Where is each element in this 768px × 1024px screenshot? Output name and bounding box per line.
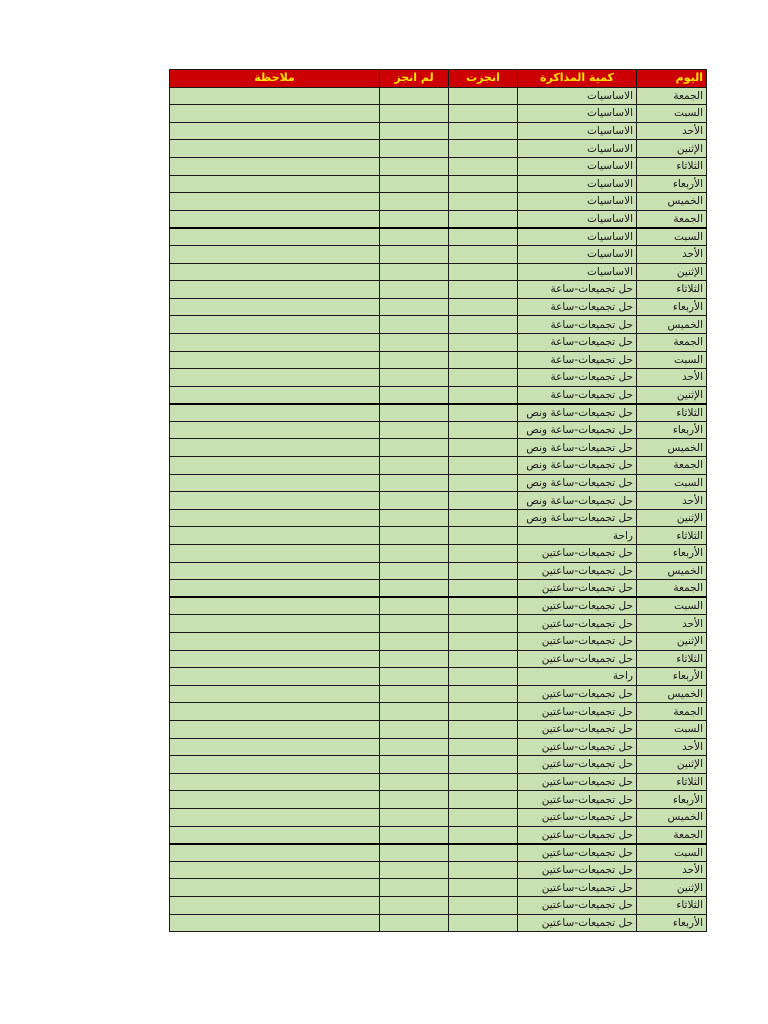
not-done-cell[interactable]	[380, 87, 449, 105]
study-amount-cell: حل تجميعات-ساعة ونص	[518, 492, 637, 510]
table-row	[170, 492, 707, 510]
note-cell[interactable]	[170, 175, 380, 193]
study-amount-cell: حل تجميعات-ساعتين	[518, 773, 637, 791]
done-cell[interactable]	[449, 333, 518, 351]
note-cell[interactable]	[170, 896, 380, 914]
note-cell[interactable]	[170, 351, 380, 369]
note-cell[interactable]	[170, 580, 380, 598]
day-cell: السبت	[637, 720, 707, 738]
done-cell[interactable]	[449, 509, 518, 527]
note-cell[interactable]	[170, 914, 380, 932]
done-cell[interactable]	[449, 685, 518, 703]
study-amount-cell: حل تجميعات-ساعة ونص	[518, 404, 637, 422]
not-done-cell[interactable]	[380, 175, 449, 193]
note-cell[interactable]	[170, 474, 380, 492]
table-row	[170, 527, 707, 545]
study-amount-cell: حل تجميعات-ساعتين	[518, 879, 637, 897]
not-done-cell[interactable]	[380, 844, 449, 862]
day-cell: الجمعة	[637, 87, 707, 105]
study-amount-cell: حل تجميعات-ساعة ونص	[518, 509, 637, 527]
day-cell: الخميس	[637, 562, 707, 580]
done-cell[interactable]	[449, 263, 518, 281]
note-cell[interactable]	[170, 157, 380, 175]
done-cell[interactable]	[449, 879, 518, 897]
study-amount-cell: حل تجميعات-ساعتين	[518, 703, 637, 721]
note-cell[interactable]	[170, 703, 380, 721]
not-done-cell[interactable]	[380, 122, 449, 140]
study-amount-cell: الاساسيات	[518, 263, 637, 281]
study-amount-cell: الاساسيات	[518, 140, 637, 158]
not-done-cell[interactable]	[380, 457, 449, 475]
not-done-cell[interactable]	[380, 386, 449, 404]
done-cell[interactable]	[449, 914, 518, 932]
done-cell[interactable]	[449, 386, 518, 404]
note-cell[interactable]	[170, 791, 380, 809]
day-cell: الخميس	[637, 439, 707, 457]
not-done-cell[interactable]	[380, 756, 449, 774]
done-cell[interactable]	[449, 157, 518, 175]
table-row	[170, 896, 707, 914]
done-cell[interactable]	[449, 457, 518, 475]
table-row	[170, 861, 707, 879]
not-done-cell[interactable]	[380, 861, 449, 879]
study-amount-cell: حل تجميعات-ساعة	[518, 351, 637, 369]
day-cell: السبت	[637, 228, 707, 246]
study-amount-cell: الاساسيات	[518, 87, 637, 105]
table-row	[170, 140, 707, 158]
study-amount-cell: حل تجميعات-ساعة ونص	[518, 439, 637, 457]
table-row	[170, 914, 707, 932]
study-amount-cell: حل تجميعات-ساعة	[518, 298, 637, 316]
study-amount-cell: الاساسيات	[518, 157, 637, 175]
not-done-cell[interactable]	[380, 527, 449, 545]
day-cell: الجمعة	[637, 580, 707, 598]
table-row	[170, 333, 707, 351]
not-done-cell[interactable]	[380, 421, 449, 439]
day-cell: الأحد	[637, 369, 707, 387]
not-done-cell[interactable]	[380, 879, 449, 897]
table-row	[170, 175, 707, 193]
done-cell[interactable]	[449, 562, 518, 580]
done-cell[interactable]	[449, 298, 518, 316]
done-cell[interactable]	[449, 175, 518, 193]
not-done-cell[interactable]	[380, 228, 449, 246]
done-cell[interactable]	[449, 439, 518, 457]
day-cell: الأحد	[637, 492, 707, 510]
not-done-cell[interactable]	[380, 474, 449, 492]
table-row	[170, 210, 707, 228]
table-row	[170, 386, 707, 404]
note-cell[interactable]	[170, 105, 380, 123]
study-amount-cell: حل تجميعات-ساعتين	[518, 791, 637, 809]
done-cell[interactable]	[449, 369, 518, 387]
not-done-cell[interactable]	[380, 439, 449, 457]
table-row	[170, 316, 707, 334]
note-cell[interactable]	[170, 773, 380, 791]
header-done: انجزت	[449, 70, 518, 88]
header-not-done: لم انجز	[380, 70, 449, 88]
table-row	[170, 369, 707, 387]
header-note: ملاحظة	[170, 70, 380, 88]
day-cell: الأحد	[637, 861, 707, 879]
study-amount-cell: حل تجميعات-ساعة	[518, 386, 637, 404]
day-cell: الأربعاء	[637, 298, 707, 316]
day-cell: الثلاثاء	[637, 896, 707, 914]
day-cell: الأربعاء	[637, 791, 707, 809]
table-row	[170, 404, 707, 422]
done-cell[interactable]	[449, 316, 518, 334]
study-amount-cell: حل تجميعات-ساعتين	[518, 756, 637, 774]
not-done-cell[interactable]	[380, 650, 449, 668]
study-amount-cell: حل تجميعات-ساعة ونص	[518, 457, 637, 475]
note-cell[interactable]	[170, 668, 380, 686]
done-cell[interactable]	[449, 492, 518, 510]
day-cell: السبت	[637, 474, 707, 492]
table-row	[170, 773, 707, 791]
study-amount-cell: حل تجميعات-ساعتين	[518, 580, 637, 598]
study-amount-cell: الاساسيات	[518, 245, 637, 263]
table-row	[170, 756, 707, 774]
done-cell[interactable]	[449, 650, 518, 668]
done-cell[interactable]	[449, 720, 518, 738]
done-cell[interactable]	[449, 87, 518, 105]
done-cell[interactable]	[449, 615, 518, 633]
study-amount-cell: حل تجميعات-ساعتين	[518, 808, 637, 826]
study-amount-cell: حل تجميعات-ساعة ونص	[518, 474, 637, 492]
table-row	[170, 263, 707, 281]
day-cell: الأحد	[637, 245, 707, 263]
table-row	[170, 457, 707, 475]
note-cell[interactable]	[170, 404, 380, 422]
not-done-cell[interactable]	[380, 738, 449, 756]
study-amount-cell: حل تجميعات-ساعتين	[518, 545, 637, 563]
table-row	[170, 105, 707, 123]
table-row	[170, 633, 707, 651]
note-cell[interactable]	[170, 861, 380, 879]
day-cell: الجمعة	[637, 333, 707, 351]
table-row	[170, 193, 707, 211]
study-amount-cell: راحة	[518, 527, 637, 545]
study-amount-cell: الاساسيات	[518, 193, 637, 211]
study-amount-cell: حل تجميعات-ساعتين	[518, 720, 637, 738]
not-done-cell[interactable]	[380, 685, 449, 703]
day-cell: الأربعاء	[637, 421, 707, 439]
done-cell[interactable]	[449, 122, 518, 140]
day-cell: الجمعة	[637, 703, 707, 721]
not-done-cell[interactable]	[380, 791, 449, 809]
study-amount-cell: حل تجميعات-ساعتين	[518, 562, 637, 580]
not-done-cell[interactable]	[380, 545, 449, 563]
note-cell[interactable]	[170, 879, 380, 897]
note-cell[interactable]	[170, 808, 380, 826]
note-cell[interactable]	[170, 844, 380, 862]
day-cell: الخميس	[637, 685, 707, 703]
note-cell[interactable]	[170, 439, 380, 457]
done-cell[interactable]	[449, 527, 518, 545]
note-cell[interactable]	[170, 263, 380, 281]
study-amount-cell: حل تجميعات-ساعتين	[518, 597, 637, 615]
not-done-cell[interactable]	[380, 509, 449, 527]
done-cell[interactable]	[449, 861, 518, 879]
done-cell[interactable]	[449, 351, 518, 369]
day-cell: الأحد	[637, 738, 707, 756]
study-amount-cell: حل تجميعات-ساعتين	[518, 914, 637, 932]
not-done-cell[interactable]	[380, 245, 449, 263]
done-cell[interactable]	[449, 545, 518, 563]
table-row	[170, 281, 707, 299]
note-cell[interactable]	[170, 122, 380, 140]
day-cell: الثلاثاء	[637, 281, 707, 299]
day-cell: الأحد	[637, 122, 707, 140]
study-amount-cell: راحة	[518, 668, 637, 686]
table-row	[170, 509, 707, 527]
done-cell[interactable]	[449, 826, 518, 844]
done-cell[interactable]	[449, 896, 518, 914]
not-done-cell[interactable]	[380, 210, 449, 228]
not-done-cell[interactable]	[380, 316, 449, 334]
table-row	[170, 879, 707, 897]
day-cell: الإثنين	[637, 509, 707, 527]
day-cell: الثلاثاء	[637, 650, 707, 668]
done-cell[interactable]	[449, 668, 518, 686]
not-done-cell[interactable]	[380, 281, 449, 299]
note-cell[interactable]	[170, 597, 380, 615]
table-row	[170, 87, 707, 105]
not-done-cell[interactable]	[380, 703, 449, 721]
table-row	[170, 720, 707, 738]
not-done-cell[interactable]	[380, 597, 449, 615]
study-amount-cell: حل تجميعات-ساعتين	[518, 826, 637, 844]
note-cell[interactable]	[170, 140, 380, 158]
note-cell[interactable]	[170, 545, 380, 563]
day-cell: الإثنين	[637, 756, 707, 774]
table-row	[170, 685, 707, 703]
day-cell: الأربعاء	[637, 545, 707, 563]
not-done-cell[interactable]	[380, 333, 449, 351]
not-done-cell[interactable]	[380, 351, 449, 369]
note-cell[interactable]	[170, 210, 380, 228]
day-cell: الجمعة	[637, 457, 707, 475]
note-cell[interactable]	[170, 738, 380, 756]
day-cell: الثلاثاء	[637, 157, 707, 175]
study-amount-cell: حل تجميعات-ساعتين	[518, 650, 637, 668]
table-row	[170, 421, 707, 439]
table-row	[170, 245, 707, 263]
not-done-cell[interactable]	[380, 105, 449, 123]
not-done-cell[interactable]	[380, 914, 449, 932]
day-cell: الخميس	[637, 808, 707, 826]
table-row	[170, 545, 707, 563]
note-cell[interactable]	[170, 421, 380, 439]
table-row	[170, 703, 707, 721]
day-cell: الخميس	[637, 193, 707, 211]
done-cell[interactable]	[449, 193, 518, 211]
day-cell: الثلاثاء	[637, 773, 707, 791]
table-row	[170, 650, 707, 668]
table-row	[170, 668, 707, 686]
table-row	[170, 597, 707, 615]
day-cell: الإثنين	[637, 633, 707, 651]
day-cell: الثلاثاء	[637, 404, 707, 422]
table-row	[170, 351, 707, 369]
done-cell[interactable]	[449, 140, 518, 158]
day-cell: الأربعاء	[637, 914, 707, 932]
day-cell: الجمعة	[637, 210, 707, 228]
done-cell[interactable]	[449, 210, 518, 228]
day-cell: الأحد	[637, 615, 707, 633]
not-done-cell[interactable]	[380, 580, 449, 598]
note-cell[interactable]	[170, 87, 380, 105]
not-done-cell[interactable]	[380, 808, 449, 826]
table-row	[170, 738, 707, 756]
note-cell[interactable]	[170, 650, 380, 668]
table-row	[170, 791, 707, 809]
not-done-cell[interactable]	[380, 492, 449, 510]
note-cell[interactable]	[170, 492, 380, 510]
note-cell[interactable]	[170, 509, 380, 527]
not-done-cell[interactable]	[380, 298, 449, 316]
note-cell[interactable]	[170, 756, 380, 774]
table-row	[170, 439, 707, 457]
study-amount-cell: حل تجميعات-ساعتين	[518, 896, 637, 914]
done-cell[interactable]	[449, 105, 518, 123]
note-cell[interactable]	[170, 281, 380, 299]
table-row	[170, 562, 707, 580]
done-cell[interactable]	[449, 738, 518, 756]
done-cell[interactable]	[449, 474, 518, 492]
done-cell[interactable]	[449, 756, 518, 774]
done-cell[interactable]	[449, 245, 518, 263]
study-amount-cell: الاساسيات	[518, 228, 637, 246]
done-cell[interactable]	[449, 228, 518, 246]
study-amount-cell: حل تجميعات-ساعتين	[518, 685, 637, 703]
done-cell[interactable]	[449, 597, 518, 615]
table-row	[170, 826, 707, 844]
not-done-cell[interactable]	[380, 140, 449, 158]
day-cell: السبت	[637, 351, 707, 369]
not-done-cell[interactable]	[380, 193, 449, 211]
not-done-cell[interactable]	[380, 720, 449, 738]
study-schedule-table	[169, 69, 707, 932]
note-cell[interactable]	[170, 193, 380, 211]
table-row	[170, 808, 707, 826]
study-amount-cell: حل تجميعات-ساعتين	[518, 844, 637, 862]
study-amount-cell: حل تجميعات-ساعة ونص	[518, 421, 637, 439]
note-cell[interactable]	[170, 386, 380, 404]
done-cell[interactable]	[449, 633, 518, 651]
table-row	[170, 298, 707, 316]
study-amount-cell: حل تجميعات-ساعة	[518, 281, 637, 299]
study-amount-cell: الاساسيات	[518, 210, 637, 228]
note-cell[interactable]	[170, 245, 380, 263]
note-cell[interactable]	[170, 333, 380, 351]
not-done-cell[interactable]	[380, 263, 449, 281]
study-amount-cell: الاساسيات	[518, 122, 637, 140]
note-cell[interactable]	[170, 228, 380, 246]
study-amount-cell: حل تجميعات-ساعتين	[518, 615, 637, 633]
table-body	[170, 87, 707, 932]
table-row	[170, 228, 707, 246]
done-cell[interactable]	[449, 404, 518, 422]
not-done-cell[interactable]	[380, 157, 449, 175]
header-row	[170, 70, 707, 88]
done-cell[interactable]	[449, 281, 518, 299]
not-done-cell[interactable]	[380, 826, 449, 844]
day-cell: الخميس	[637, 316, 707, 334]
not-done-cell[interactable]	[380, 562, 449, 580]
not-done-cell[interactable]	[380, 773, 449, 791]
not-done-cell[interactable]	[380, 369, 449, 387]
day-cell: الأربعاء	[637, 175, 707, 193]
note-cell[interactable]	[170, 826, 380, 844]
note-cell[interactable]	[170, 369, 380, 387]
not-done-cell[interactable]	[380, 668, 449, 686]
day-cell: السبت	[637, 597, 707, 615]
study-amount-cell: حل تجميعات-ساعة	[518, 369, 637, 387]
not-done-cell[interactable]	[380, 633, 449, 651]
not-done-cell[interactable]	[380, 615, 449, 633]
table-row	[170, 122, 707, 140]
study-amount-cell: الاساسيات	[518, 105, 637, 123]
header-day: اليوم	[637, 70, 707, 88]
note-cell[interactable]	[170, 562, 380, 580]
note-cell[interactable]	[170, 633, 380, 651]
study-amount-cell: حل تجميعات-ساعتين	[518, 633, 637, 651]
done-cell[interactable]	[449, 580, 518, 598]
done-cell[interactable]	[449, 703, 518, 721]
note-cell[interactable]	[170, 685, 380, 703]
table-row	[170, 844, 707, 862]
done-cell[interactable]	[449, 421, 518, 439]
day-cell: السبت	[637, 105, 707, 123]
table-row	[170, 615, 707, 633]
note-cell[interactable]	[170, 615, 380, 633]
day-cell: الإثنين	[637, 140, 707, 158]
done-cell[interactable]	[449, 808, 518, 826]
note-cell[interactable]	[170, 298, 380, 316]
done-cell[interactable]	[449, 773, 518, 791]
day-cell: الإثنين	[637, 386, 707, 404]
note-cell[interactable]	[170, 720, 380, 738]
day-cell: الثلاثاء	[637, 527, 707, 545]
day-cell: الأربعاء	[637, 668, 707, 686]
not-done-cell[interactable]	[380, 896, 449, 914]
table-row	[170, 474, 707, 492]
day-cell: الإثنين	[637, 263, 707, 281]
study-amount-cell: حل تجميعات-ساعتين	[518, 738, 637, 756]
study-amount-cell: حل تجميعات-ساعة	[518, 333, 637, 351]
day-cell: الجمعة	[637, 826, 707, 844]
note-cell[interactable]	[170, 316, 380, 334]
done-cell[interactable]	[449, 844, 518, 862]
day-cell: السبت	[637, 844, 707, 862]
day-cell: الإثنين	[637, 879, 707, 897]
study-amount-cell: حل تجميعات-ساعتين	[518, 861, 637, 879]
table-row	[170, 157, 707, 175]
study-amount-cell: حل تجميعات-ساعة	[518, 316, 637, 334]
note-cell[interactable]	[170, 527, 380, 545]
header-study-amount: كمية المذاكرة	[518, 70, 637, 88]
table-row	[170, 580, 707, 598]
study-amount-cell: الاساسيات	[518, 175, 637, 193]
done-cell[interactable]	[449, 791, 518, 809]
not-done-cell[interactable]	[380, 404, 449, 422]
note-cell[interactable]	[170, 457, 380, 475]
